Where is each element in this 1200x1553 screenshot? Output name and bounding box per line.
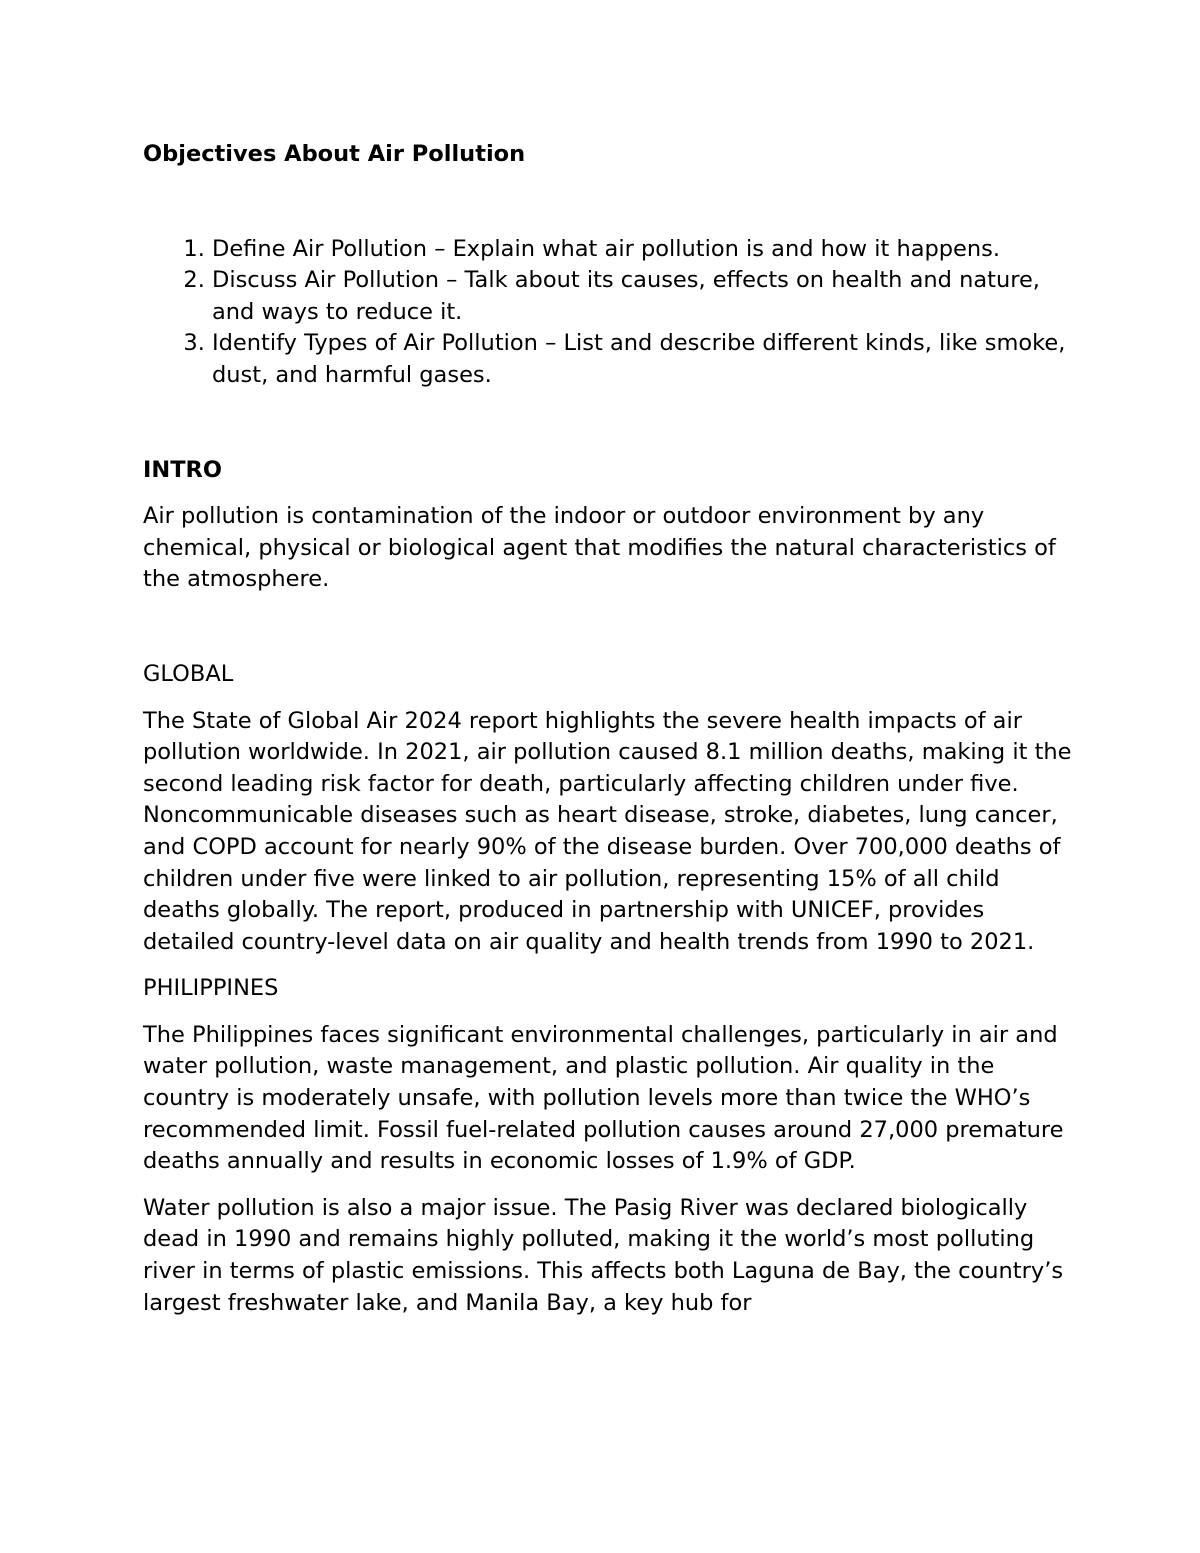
global-paragraph: The State of Global Air 2024 report highlights the severe health impacts of air pollution worldwide. In 2021, air pollution caused 8.1 million deaths, making it the second leading risk factor for death, particularly affecting children under five. Noncommunicable diseases such as heart disease, stroke, diabetes, lung cancer, and COPD account for nearly 90% of the disease burden. Over 700,000 deaths of children under five were linked to air pollution, representing 15% of all child deaths globally. The report, produced in partnership with UNICEF, provides detailed country-level data on air quality and health trends from 1990 to 2021.: [143, 707, 1072, 955]
objectives-list: [143, 234, 1073, 392]
document-title: Objectives About Air Pollution: [143, 141, 526, 167]
intro-paragraph: Air pollution is contamination of the indoor or outdoor environment by any chemical, physical or biological agent that modifies the natural characteristics of the atmosphere.: [143, 503, 1056, 593]
objective-item: 3. Identify Types of Air Pollution – List and describe different kinds, like smoke, dust, and harmful gases.: [212, 328, 1073, 391]
global-heading: GLOBAL: [143, 660, 234, 687]
document-page: [143, 139, 1073, 1319]
philippines-paragraph: The Philippines faces significant environmental challenges, particularly in air and water pollution, waste management, and plastic pollution. Air quality in the country is moderately unsafe, with pollution levels more than twice the WHO’s recommended limit. Fossil fuel-related pollution causes around 27,000 premature deaths annually and results in economic losses of 1.9% of GDP.: [143, 1021, 1064, 1175]
intro-heading: INTRO: [143, 456, 223, 483]
philippines-heading: PHILIPPINES: [143, 975, 279, 1002]
philippines-paragraph: Water pollution is also a major issue. The Pasig River was declared biologically dead in 1990 and remains highly polluted, making it the world’s most polluting river in terms of plastic emissions. This affects both Laguna de Bay, the country’s largest freshwater lake, and Manila Bay, a key hub for: [143, 1194, 1064, 1316]
objective-item: 1. Define Air Pollution – Explain what air pollution is and how it happens.: [212, 234, 1073, 266]
objective-item: 2. Discuss Air Pollution – Talk about its causes, effects on health and nature, and ways to reduce it.: [212, 265, 1073, 328]
